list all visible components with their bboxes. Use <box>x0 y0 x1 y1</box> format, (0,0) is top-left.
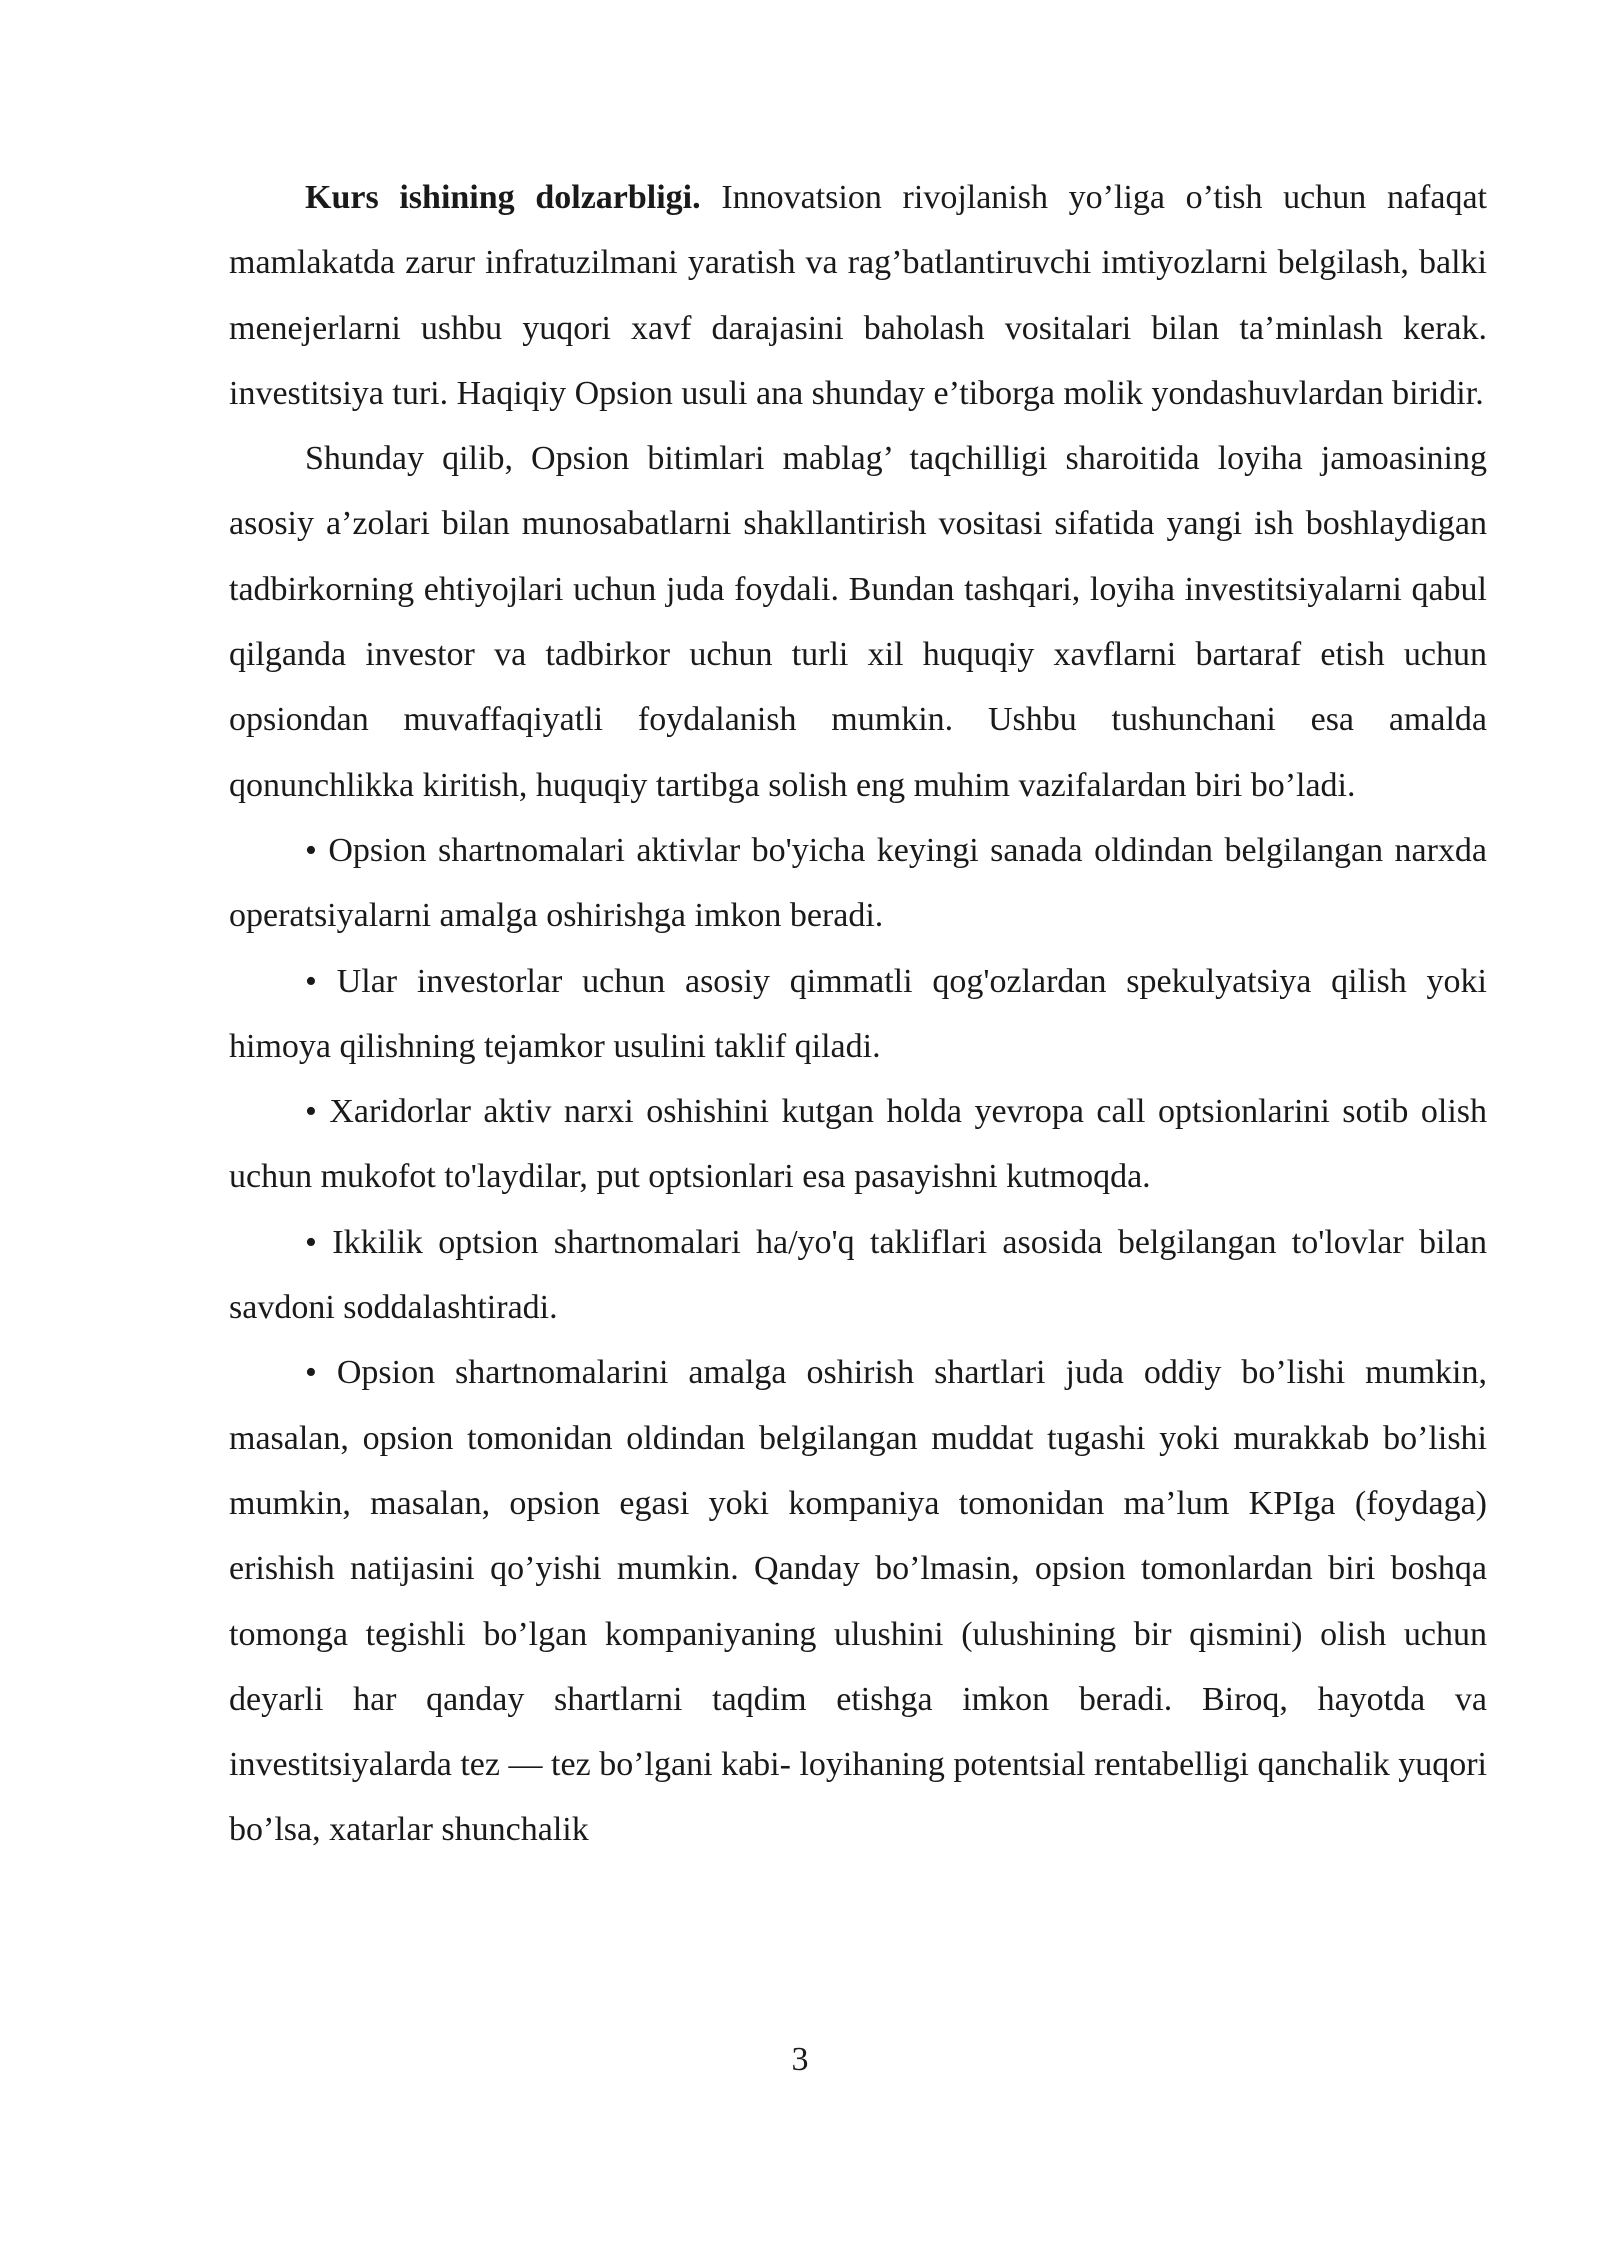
bullet-dot-icon: • <box>305 831 317 869</box>
bullet-dot-icon: • <box>305 962 317 1000</box>
intro-paragraph <box>229 165 1487 426</box>
bullet-paragraph-3 <box>229 1079 1487 1210</box>
document-body <box>229 165 1487 1863</box>
page-number: 3 <box>791 2041 809 2078</box>
bullet-text: Ikkilik optsion shartnomalari ha/yo'q takliflari asosida belgilangan to'lovlar bilan savdoni soddalashtiradi. <box>229 1223 1487 1327</box>
paragraph-2: Shunday qilib, Opsion bitimlari mablag’ taqchilligi sharoitida loyiha jamoasining asosiy a’zolari bilan munosabatlarni shakllantirish vositasi sifatida yangi ish boshlaydigan tadbirkorning ehtiyojlari uchun juda foydali. Bundan tashqari, loyiha investitsiyalarni qabul qilganda investor va tadbirkor uchun turli xil huquqiy xavflarni bartaraf etish uchun opsiondan muvaffaqiyatli foydalanish mumkin. Ushbu tushunchani esa amalda qonunchlikka kiritish, huquqiy tartibga solish eng muhim vazifalardan biri bo’ladi. <box>229 440 1487 804</box>
bullet-dot-icon: • <box>305 1354 317 1392</box>
intro-heading: Kurs ishining dolzarbligi. <box>305 179 701 216</box>
intro-text: Innovatsion rivojlanish yo’liga o’tish uchun nafaqat mamlakatda zarur infratuzilmani yaratish va rag’batlantiruvchi imtiyozlarni belgilash, balki menejerlarni ushbu yuqori xavf darajasini baholash vositalari bilan ta’minlash kerak. investitsiya turi. Haqiqiy Opsion usuli ana shunday e’tiborga molik yondashuvlardan biridir. <box>229 179 1487 412</box>
bullet-paragraph-5 <box>229 1340 1487 1862</box>
bullet-text: Xaridorlar aktiv narxi oshishini kutgan holda yevropa call optsionlarini sotib olish uchun mukofot to'laydilar, put optsionlari esa pasayishni kutmoqda. <box>229 1093 1488 1196</box>
bullet-dot-icon: • <box>305 1093 317 1131</box>
bullet-paragraph-1 <box>229 818 1487 949</box>
bullet-text: Ular investorlar uchun asosiy qimmatli qog'ozlardan spekulyatsiya qilish yoki himoya qilishning tejamkor usulini taklif qiladi. <box>229 962 1487 1065</box>
bullet-paragraph-4 <box>229 1210 1487 1341</box>
bullet-dot-icon: • <box>305 1223 317 1261</box>
bullet-text: Opsion shartnomalarini amalga oshirish shartlari juda oddiy bo’lishi mumkin, masalan, opsion tomonidan oldindan belgilangan muddat tugashi yoki murakkab bo’lishi mumkin, masalan, opsion egasi yoki kompaniya tomonidan ma’lum KPIga (foydaga) erishish natijasini qo’yishi mumkin. Qanday bo’lmasin, opsion tomonlardan biri boshqa tomonga tegishli bo’lgan kompaniyaning ulushini (ulushining bir qismini) olish uchun deyarli har qanday shartlarni taqdim etishga imkon beradi. Biroq, hayotda va investitsiyalarda tez — tez bo’lgani kabi- loyihaning potentsial rentabelligi qanchalik yuqori bo’lsa, xatarlar shunchalik <box>229 1354 1487 1849</box>
bullet-text: Opsion shartnomalari aktivlar bo'yicha keyingi sanada oldindan belgilangan narxda operatsiyalarni amalga oshirishga imkon beradi. <box>229 831 1487 935</box>
bullet-paragraph-2 <box>229 949 1487 1080</box>
